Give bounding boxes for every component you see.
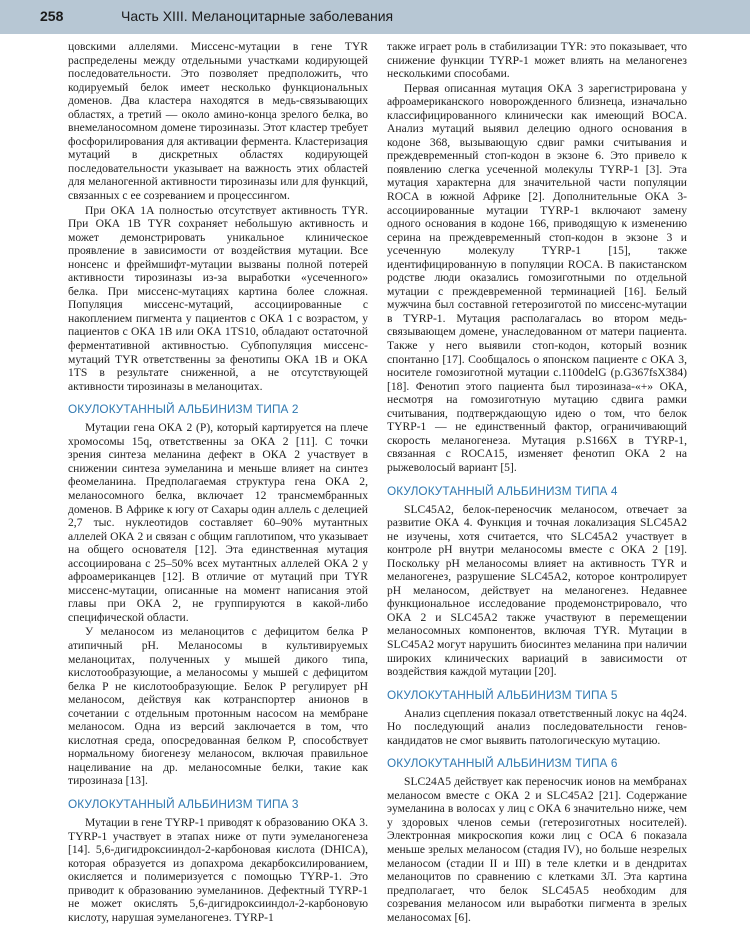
page-header (0, 0, 750, 34)
section-heading-oca5: ОКУЛОКУТАННЫЙ АЛЬБИНИЗМ ТИПА 5 (387, 687, 618, 702)
paragraph: Мутации в гене TYRP-1 приводят к образованию ОКА 3. TYRP-1 участвует в этапах ниже от пути эумеланогенеза [14]. 5,6-дигидроксииндол-2-карбоновая кислота (DHICA), которая образуется из допахрома декарбоксилированием, окисляется и полимеризуется с помощью TYRP-1. Это приводит к образованию эумеланинов. Дефектный TYRP-1 не может окислять 5,6-дигидроксииндол-2-карбоновую кислоту, нарушая эумеланогенез. TYRP-1 (68, 815, 368, 924)
paragraph: Первая описанная мутация ОКА 3 зарегистрирована у афроамериканского новорожденного близнеца, изначально классифицированного клинически как имеющий BOCA. Анализ мутаций выявил делецию одного основания в кодоне 368, вызывающую сдвиг рамки считывания и преждевременный стоп-кодон в экзоне 6. Это привело к появлению слегка усеченной молекулы TYRP-1 [3]. Эта мутация характерна для значительной части популяции ROCA в южной Африке [2]. Дополнительные ОКА 3-ассоциированные мутации TYRP-1 включают замену одного основания в кодоне 166, приводящую к изменению серина на преждевременный стоп-кодон в экзоне 3 и усеченную молекулу TYRP-1 [15], также идентифицированную в популяции ROCA. В пакистанском родстве люди оказались гомозиготными по отдельной мутации с преждевременной терминацией [16]. Белый мужчина был составной гетерозиготой по миссенс-мутации в TYRP-1. Мутация располагалась во втором медь-связывающем домене, унаследованном от матери пациента. Также у него выявили стоп-кодон, который возник спонтанно [17]. Сообщалось о японском пациенте с ОКА 3, носителе гомозиготной мутации c.1100delG (p.G367fsX384) [18]. Фенотип этого пациента был тирозиназа-«+» ОКА, несмотря на гомозиготную мутацию сдвига рамки считывания, подтверждающую идею о том, что белок TYRP-1 — не единственный фактор, ограничивающий скорость меланогенеза. Мутация p.S166X в TYRP-1, связанная с ROCA15, изменяет фенотип ОКА 2 на рыжеволосый вариант [5]. (387, 81, 687, 474)
paragraph: Анализ сцепления показал ответственный локус на 4q24. Но последующий анализ последовательности генов-кандидатов не смог выявить патологическую мутацию. (387, 706, 687, 747)
left-column (68, 40, 368, 925)
paragraph: При ОКА 1A полностью отсутствует активность TYR. При ОКА 1B TYR сохраняет небольшую активность и может демонстрировать уникальное клиническое проявление в зависимости от воздействия мутации. Все нонсенс и фреймшифт-мутации вызваны полной потерей активности тирозиназы из-за выработки «усеченного» белка. При миссенс-мутациях картина более сложная. Популяция миссенс-мутаций, ассоциированные с накоплением пигмента у пациентов с ОКА 1 с возрастом, у пациентов с ОКА 1B или ОКА 1TS10, обладают остаточной ферментативной активностью. Субпопуляция миссенс-мутаций TYR ответственны за фенотипы ОКА 1B и ОКА 1TS в результате сниженной, а не отсутствующей активности тирозиназы в меланоцитах. (68, 203, 368, 393)
paragraph: Мутации гена ОКА 2 (P), который картируется на плече хромосомы 15q, ответственны за ОКА 2 [11]. С точки зрения синтеза меланина дефект в ОКА 2 участвует в снижении синтеза эумеланина и меньше влияет на синтез феомеланина. Предполагаемая структура гена ОКА 2, меланосомного белка, включает 12 трансмембранных доменов. В Африке к югу от Сахары один аллель с делецией 2,7 тыс. нуклеотидов составляет 60–90% мутантных аллелей ОКА 2 и связан с общим гаплотипом, что указывает на общего основателя [12]. Эта единственная мутация ассоциирована с 25–50% всех мутантных аллелей ОКА 2 у афроамериканцев [12]. В отличие от мутаций при TYR миссенс-мутации, описанные на момент написания этой главы при ОКА 2, не группируются в какой-либо специфической области. (68, 421, 368, 624)
page-number: 258 (40, 8, 64, 24)
paragraph: также играет роль в стабилизации TYR: это показывает, что снижение функции TYRP-1 может влиять на меланогенез несколькими способами. (387, 40, 687, 81)
paragraph: цовскими аллелями. Миссенс-мутации в гене TYR распределены между отдельными участками кодирующей последовательности. Это позволяет предположить, что кодируемый белок имеет несколько функциональных доменов. Два кластера находятся в медь-связывающих областях, а третий — около амино-конца зрелого белка, во внемеланосомном домене тирозиназы. Этот кластер требует фосфорилирования для активации фермента. Кластеризация мутаций в дискретных областях кодирующей последовательности указывает на важность этих областей для меланогенной активности тирозиназы или для функций, связанных с ее созреванием и процессингом. (68, 40, 368, 203)
paragraph: SLC24A5 действует как переносчик ионов на мембранах меланосом вместе с ОКА 2 и SLC45A2 [21]. Содержание эумеланина в волосах у лиц с ОКА 6 значительно ниже, чем у здоровых членов семьи (гетерозиготных носителей). Электронная микроскопия кожи лиц с ОСА 6 показала меньше зрелых меланосом (стадия IV), но больше незрелых меланосом (стадии II и III) в теле клетки и в дендритах меланоцитов по сравнению с клетками ЗЛ. Эта картина предполагает, что белок SLC45A5 необходим для созревания меланосом или выработки пигмента в зрелых меланосомах [6]. (387, 775, 687, 924)
section-heading-oca2: ОКУЛОКУТАННЫЙ АЛЬБИНИЗМ ТИПА 2 (68, 402, 299, 417)
right-column (387, 40, 687, 925)
section-heading-oca6: ОКУЛОКУТАННЫЙ АЛЬБИНИЗМ ТИПА 6 (387, 756, 618, 771)
running-title: Часть XIII. Меланоцитарные заболевания (121, 8, 394, 24)
paragraph: SLC45A2, белок-переносчик меланосом, отвечает за развитие ОКА 4. Функция и точная локализация SLC45A2 не изучены, хотя считается, что SLC45A2 участвует в контроле pH внутри меланосомы вместе с ОКА 2 [19]. Поскольку pH меланосомы влияет на активность TYR и меланогенез, разрушение SLC45A2, которое контролирует pH меланосом, действует на меланогенез. Недавнее функциональное исследование продемонстрировало, что ОКА 2 и SLC45A2 также участвуют в перемещении меланосомных компонентов, включая TYR. Мутации в SLC45A2 могут нарушить биосинтез меланина при наличии широких клинических вариаций в зависимости от воздействия каждой мутации [20]. (387, 502, 687, 679)
section-heading-oca3: ОКУЛОКУТАННЫЙ АЛЬБИНИЗМ ТИПА 3 (68, 796, 299, 811)
section-heading-oca4: ОКУЛОКУТАННЫЙ АЛЬБИНИЗМ ТИПА 4 (387, 483, 618, 498)
paragraph: У меланосом из меланоцитов с дефицитом белка P атипичный pH. Меланосомы в культивируемых меланоцитах, полученных у мышей дикого типа, кислотообразующие, а меланосомы у мышей с дефицитом белка P не кислотообразующие. Белок P регулирует pH меланосом, действуя как котранспортер анионов в сочетании с отдельным протонным насосом на мембране меланосом. Одна из версий заключается в том, что кислотная среда, опосредованная белком P, способствует нормальному биогенезу меланосом, включая правильное нацеливание на др. меланосомные белки, такие как тирозиназа [13]. (68, 625, 368, 788)
